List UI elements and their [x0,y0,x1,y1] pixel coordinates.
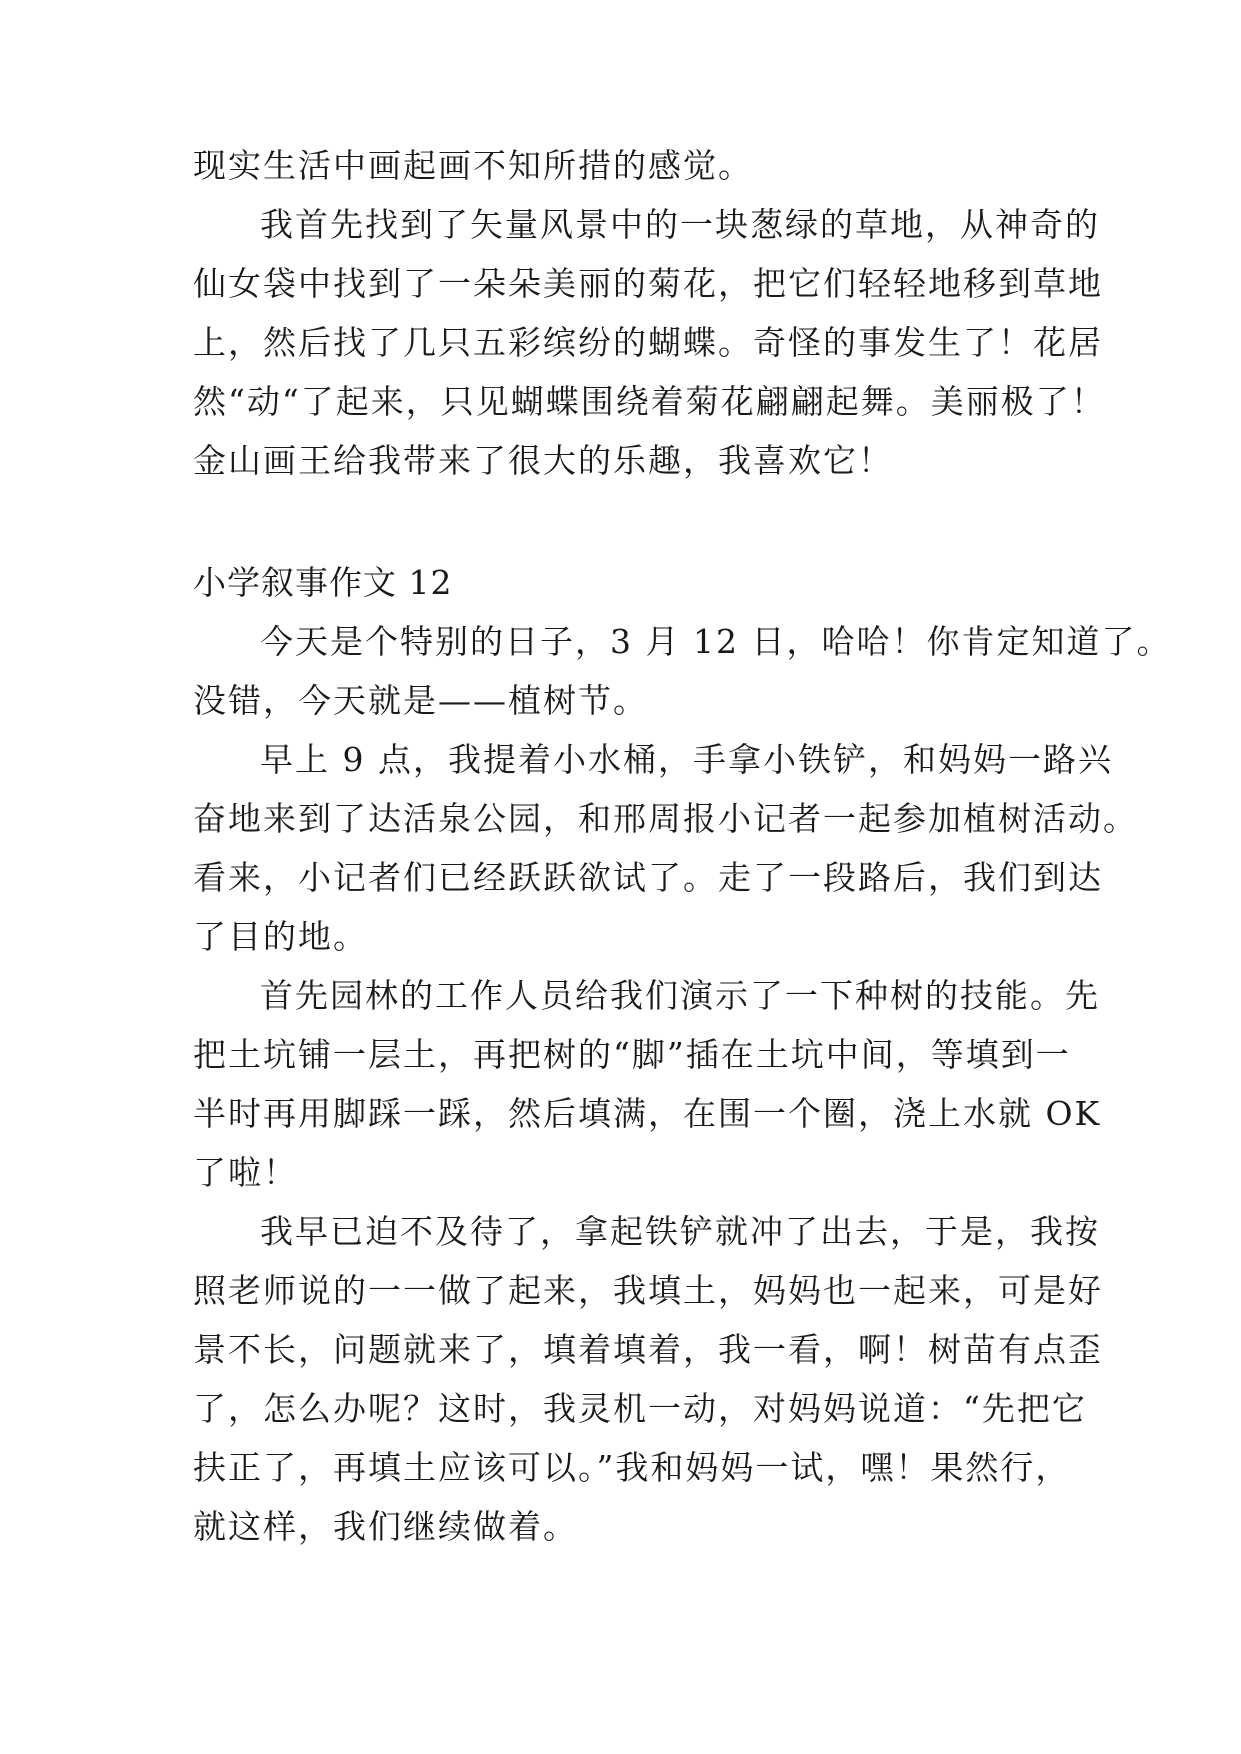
paragraph-2-line-1: 我首先找到了矢量风景中的一块葱绿的草地，从神奇的 [260,205,1100,244]
paragraph-2-line-3: 上，然后找了几只五彩缤纷的蝴蝶。奇怪的事发生了！花居 [193,323,1103,362]
paragraph-6-line-2: 照老师说的一一做了起来，我填土，妈妈也一起来，可是好 [193,1271,1103,1310]
paragraph-5-line-1: 首先园林的工作人员给我们演示了一下种树的技能。先 [260,976,1100,1015]
paragraph-6-line-3: 景不长，问题就来了，填着填着，我一看，啊！树苗有点歪 [193,1330,1103,1369]
paragraph-4-line-3: 看来，小记者们已经跃跃欲试了。走了一段路后，我们到达 [193,858,1103,897]
paragraph-4-line-1: 早上 9 点，我提着小水桶，手拿小铁铲，和妈妈一路兴 [260,740,1113,779]
paragraph-4-line-2: 奋地来到了达活泉公园，和邢周报小记者一起参加植树活动。 [193,799,1138,838]
paragraph-1-line-1: 现实生活中画起画不知所措的感觉。 [193,146,753,185]
paragraph-6-line-6: 就这样，我们继续做着。 [193,1507,578,1546]
paragraph-2-line-2: 仙女袋中找到了一朵朵美丽的菊花，把它们轻轻地移到草地 [193,264,1103,303]
paragraph-6-line-4: 了，怎么办呢？这时，我灵机一动，对妈妈说道：“先把它 [193,1389,1087,1428]
paragraph-2-line-4: 然“动“了起来，只见蝴蝶围绕着菊花翩翩起舞。美丽极了！ [193,382,1106,421]
paragraph-3-line-2: 没错，今天就是——植树节。 [193,681,648,720]
paragraph-6-line-1: 我早已迫不及待了，拿起铁铲就冲了出去，于是，我按 [260,1212,1100,1251]
paragraph-2-line-5: 金山画王给我带来了很大的乐趣，我喜欢它！ [193,441,893,480]
paragraph-5-line-2: 把土坑铺一层土，再把树的“脚”插在土坑中间，等填到一 [193,1035,1071,1074]
paragraph-3-line-1: 今天是个特别的日子，3 月 12 日，哈哈！你肯定知道了。 [260,622,1172,661]
paragraph-4-line-4: 了目的地。 [193,917,368,956]
section-heading: 小学叙事作文 12 [193,563,453,602]
paragraph-5-line-4: 了啦！ [193,1153,298,1192]
paragraph-5-line-3: 半时再用脚踩一踩，然后填满，在围一个圈，浇上水就 OK [193,1094,1102,1133]
paragraph-6-line-5: 扶正了，再填土应该可以。”我和妈妈一试，嘿！果然行， [193,1448,1071,1487]
